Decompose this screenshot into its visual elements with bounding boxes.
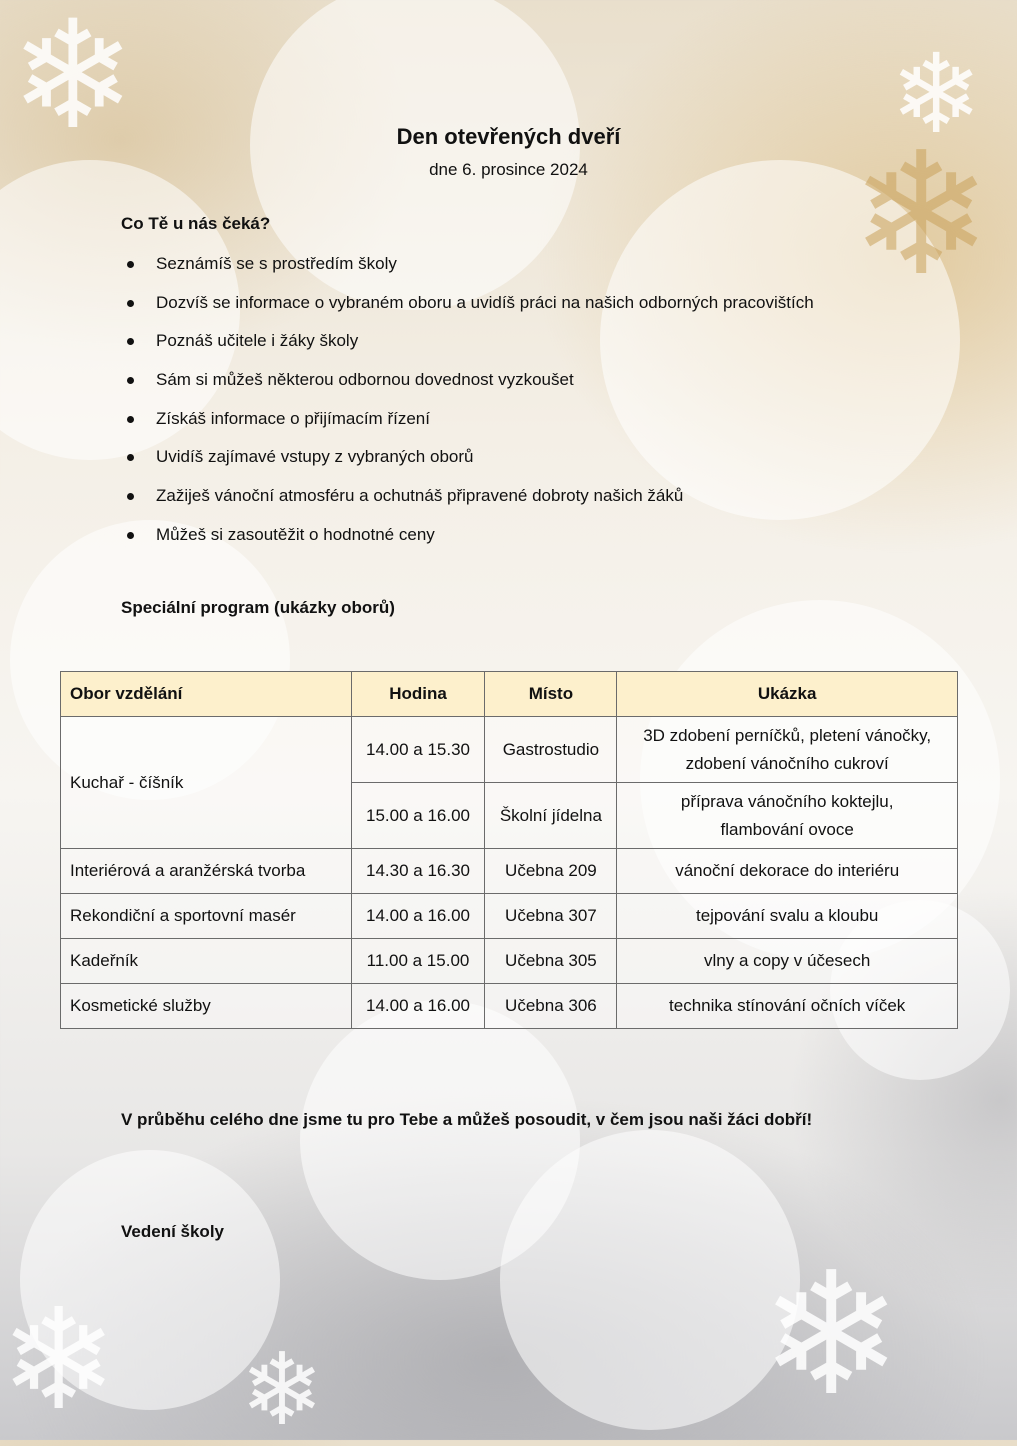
table-row: [61, 849, 958, 894]
cell-time: 14.00 a 15.30: [351, 717, 485, 783]
cell-field: Interiérová a aranžérská tvorba: [61, 849, 352, 894]
cell-field: Kuchař - číšník: [61, 717, 352, 849]
list-item: [121, 361, 814, 400]
list-item-text: Zažiješ vánoční atmosféru a ochutnáš připravené dobroty našich žáků: [156, 486, 684, 506]
snowflake-icon: ❄: [760, 1240, 903, 1430]
table-row: [61, 984, 958, 1029]
signature: Vedení školy: [121, 1222, 224, 1241]
list-item-text: Sám si můžeš některou odbornou dovednost vyzkoušet: [156, 370, 574, 390]
bullet-dot: [127, 261, 134, 268]
cell-field: Rekondiční a sportovní masér: [61, 894, 352, 939]
bullet-dot: [127, 300, 134, 307]
list-item: [121, 516, 814, 555]
closing-note: V průběhu celého dne jsme tu pro Tebe a můžeš posoudit, v čem jsou naši žáci dobří!: [121, 1110, 813, 1129]
cell-demo: technika stínování očních víček: [617, 984, 958, 1029]
cell-place: Učebna 307: [485, 894, 617, 939]
list-item-text: Seznámíš se s prostředím školy: [156, 254, 397, 273]
snowflake-icon: ❄: [10, 0, 136, 159]
list-item: [121, 438, 814, 477]
cell-demo: příprava vánočního koktejlu, flambování ovoce: [617, 783, 958, 849]
column-header-field: Obor vzdělání: [61, 672, 352, 717]
cell-field: Kosmetické služby: [61, 984, 352, 1029]
program-table: [60, 671, 958, 1029]
bullet-dot: [127, 377, 134, 384]
table-row: [61, 717, 958, 783]
list-item-text: Poznáš učitele i žáky školy: [156, 331, 359, 351]
intro-heading: Co Tě u nás čeká?: [121, 214, 271, 233]
list-item: [121, 245, 814, 284]
list-item: [121, 400, 814, 439]
list-item-text: Dozvíš se informace o vybraném oboru a uvidíš práci na našich odborných pracovištích: [156, 292, 814, 312]
cell-place: Gastrostudio: [485, 717, 617, 783]
cell-time: 14.00 a 16.00: [351, 894, 485, 939]
list-item: [121, 477, 814, 516]
cell-demo: 3D zdobení perníčků, pletení vánočky, zdobení vánočního cukroví: [617, 717, 958, 783]
bullet-dot: [127, 416, 134, 423]
program-heading: Speciální program (ukázky oborů): [121, 598, 395, 617]
column-header-demo: Ukázka: [617, 672, 958, 717]
cell-time: 14.30 a 16.30: [351, 849, 485, 894]
cell-demo: tejpování svalu a kloubu: [617, 894, 958, 939]
event-date: dne 6. prosince 2024: [429, 160, 588, 179]
snowflake-icon: ❄: [240, 1334, 324, 1446]
snowflake-icon: ❄: [0, 1281, 118, 1438]
bullet-dot: [127, 532, 134, 539]
table-row: [61, 894, 958, 939]
snowflake-icon: ❄: [850, 120, 993, 310]
cell-place: Školní jídelna: [485, 783, 617, 849]
cell-place: Učebna 306: [485, 984, 617, 1029]
column-header-place: Místo: [485, 672, 617, 717]
bullet-dot: [127, 493, 134, 500]
cell-time: 15.00 a 16.00: [351, 783, 485, 849]
bullet-dot: [127, 338, 134, 345]
snowflake-icon: ❄: [890, 33, 983, 156]
list-item-text: Můžeš si zasoutěžit o hodnotné ceny: [156, 524, 435, 544]
cell-field: Kadeřník: [61, 939, 352, 984]
cell-place: Učebna 209: [485, 849, 617, 894]
bullet-dot: [127, 454, 134, 461]
cell-place: Učebna 305: [485, 939, 617, 984]
intro-list: [121, 245, 814, 555]
list-item: [121, 322, 814, 361]
list-item-text: Uvidíš zajímavé vstupy z vybraných oborů: [156, 447, 474, 467]
cell-demo: vlny a copy v účesech: [617, 939, 958, 984]
table-header-row: [61, 672, 958, 717]
table-row: [61, 939, 958, 984]
list-item: [121, 284, 814, 323]
column-header-time: Hodina: [351, 672, 485, 717]
cell-time: 11.00 a 15.00: [351, 939, 485, 984]
cell-time: 14.00 a 16.00: [351, 984, 485, 1029]
list-item-text: Získáš informace o přijímacím řízení: [156, 408, 430, 428]
cell-demo: vánoční dekorace do interiéru: [617, 849, 958, 894]
page-title: Den otevřených dveří: [396, 124, 621, 149]
